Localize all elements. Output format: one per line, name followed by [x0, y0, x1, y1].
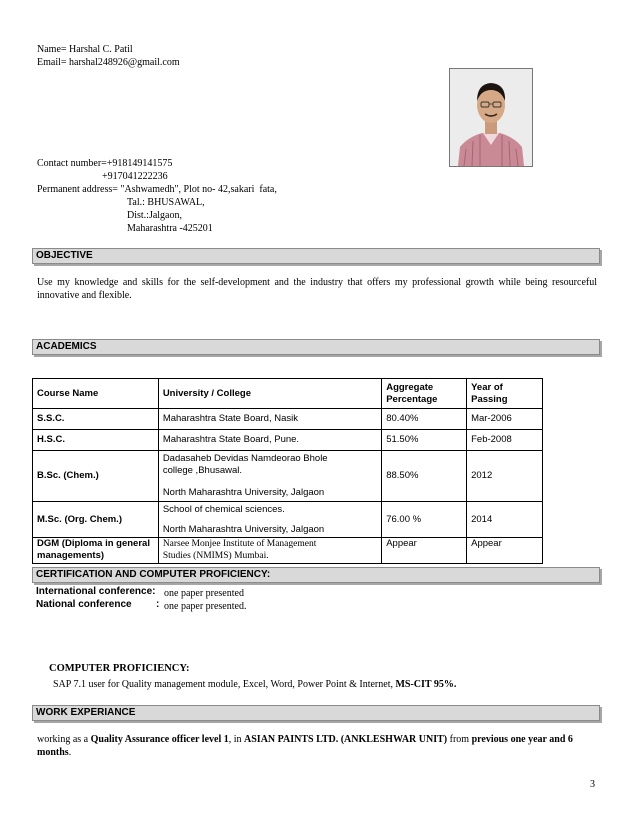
intl-conference-label: International conference: — [36, 586, 156, 597]
year-cell: 2012 — [467, 451, 543, 502]
university-cell — [158, 502, 381, 538]
page-number: 3 — [590, 779, 595, 790]
university-line: North Maharashtra University, Jalgaon — [162, 487, 325, 498]
contact-number-alt: +917041222236 — [102, 171, 168, 182]
email-line: Email= harshal248926@gmail.com — [37, 57, 180, 68]
university-line: college ,Bhusawal. — [162, 465, 243, 476]
course-cell: M.Sc. (Org. Chem.) — [33, 502, 159, 538]
computer-proficiency-heading: COMPUTER PROFICIENCY: — [49, 663, 190, 674]
year-cell: 2014 — [467, 502, 543, 538]
natl-conference-colon: : — [156, 599, 160, 610]
certification-heading-bar — [32, 567, 600, 583]
year-cell: Feb-2008 — [467, 430, 543, 451]
work-text-part: working as a — [37, 734, 91, 745]
col-course-name: Course Name — [33, 379, 159, 409]
university-line: Dadasaheb Devidas Namdeorao Bhole — [162, 453, 328, 464]
work-company: ASIAN PAINTS LTD. (ANKLESHWAR UNIT) — [244, 734, 448, 745]
percentage-cell: 80.40% — [382, 409, 467, 430]
table-row — [33, 451, 543, 502]
course-cell: DGM (Diploma in general managements) — [33, 538, 159, 564]
work-duration: previous one year and 6 months — [37, 734, 573, 758]
academics-heading-bar — [32, 339, 600, 355]
university-line: Narsee Monjee Institute of Management — [162, 539, 317, 549]
col-year: Year of Passing — [467, 379, 543, 409]
work-text-part: , in — [228, 734, 245, 745]
contact-number-line: Contact number=+918149141575 — [37, 158, 173, 169]
col-aggregate: Aggregate Percentage — [382, 379, 467, 409]
course-cell: B.Sc. (Chem.) — [33, 451, 159, 502]
work-heading: WORK EXPERIANCE — [36, 707, 136, 718]
course-cell: S.S.C. — [33, 409, 159, 430]
course-cell: H.S.C. — [33, 430, 159, 451]
address-line3: Dist.:Jalgaon, — [127, 210, 182, 221]
address-line2: Tal.: BHUSAWAL, — [127, 197, 205, 208]
objective-text: Use my knowledge and skills for the self-development and the industry that offers my professional growth while being resourceful innovative and flexible. — [37, 277, 597, 301]
table-header-row — [33, 379, 543, 409]
percentage-cell: Appear — [382, 538, 467, 564]
work-role: Quality Assurance officer level 1 — [90, 734, 229, 745]
percentage-cell: 88.50% — [382, 451, 467, 502]
university-cell — [158, 451, 381, 502]
university-line: North Maharashtra University, Jalgaon — [162, 523, 325, 535]
percentage-cell: 51.50% — [382, 430, 467, 451]
work-text — [37, 733, 597, 759]
address-line1: Permanent address= "Ashwamedh", Plot no- 42,sakari fata, — [37, 184, 277, 195]
table-row — [33, 430, 543, 451]
work-text-part: from — [447, 734, 472, 745]
table-row — [33, 538, 543, 564]
natl-conference-label: National conference — [36, 599, 132, 610]
name-line: Name= Harshal C. Patil — [37, 44, 133, 55]
academics-table — [32, 378, 543, 564]
col-university: University / College — [158, 379, 381, 409]
profile-photo — [449, 68, 533, 167]
university-line: Studies (NMIMS) Mumbai. — [162, 551, 269, 561]
year-cell: Appear — [467, 538, 543, 564]
table-row — [33, 409, 543, 430]
certification-heading: CERTIFICATION AND COMPUTER PROFICIENCY: — [36, 569, 271, 580]
computer-proficiency-text — [53, 678, 456, 691]
university-cell — [158, 538, 381, 564]
intl-conference-value: one paper presented — [164, 588, 244, 599]
objective-heading: OBJECTIVE — [36, 250, 93, 261]
computer-text: SAP 7.1 user for Quality management module, Excel, Word, Power Point & Internet, — [53, 679, 396, 690]
university-cell: Maharashtra State Board, Nasik — [158, 409, 381, 430]
work-heading-bar — [32, 705, 600, 721]
university-cell: Maharashtra State Board, Pune. — [158, 430, 381, 451]
year-cell: Mar-2006 — [467, 409, 543, 430]
natl-conference-value: one paper presented. — [164, 601, 247, 612]
computer-text-bold: MS-CIT 95%. — [395, 679, 457, 690]
university-line: School of chemical sciences. — [162, 503, 285, 515]
work-text-part: . — [68, 747, 72, 758]
academics-heading: ACADEMICS — [36, 341, 97, 352]
percentage-cell: 76.00 % — [382, 502, 467, 538]
objective-heading-bar — [32, 248, 600, 264]
address-line4: Maharashtra -425201 — [127, 223, 213, 234]
table-row — [33, 502, 543, 538]
